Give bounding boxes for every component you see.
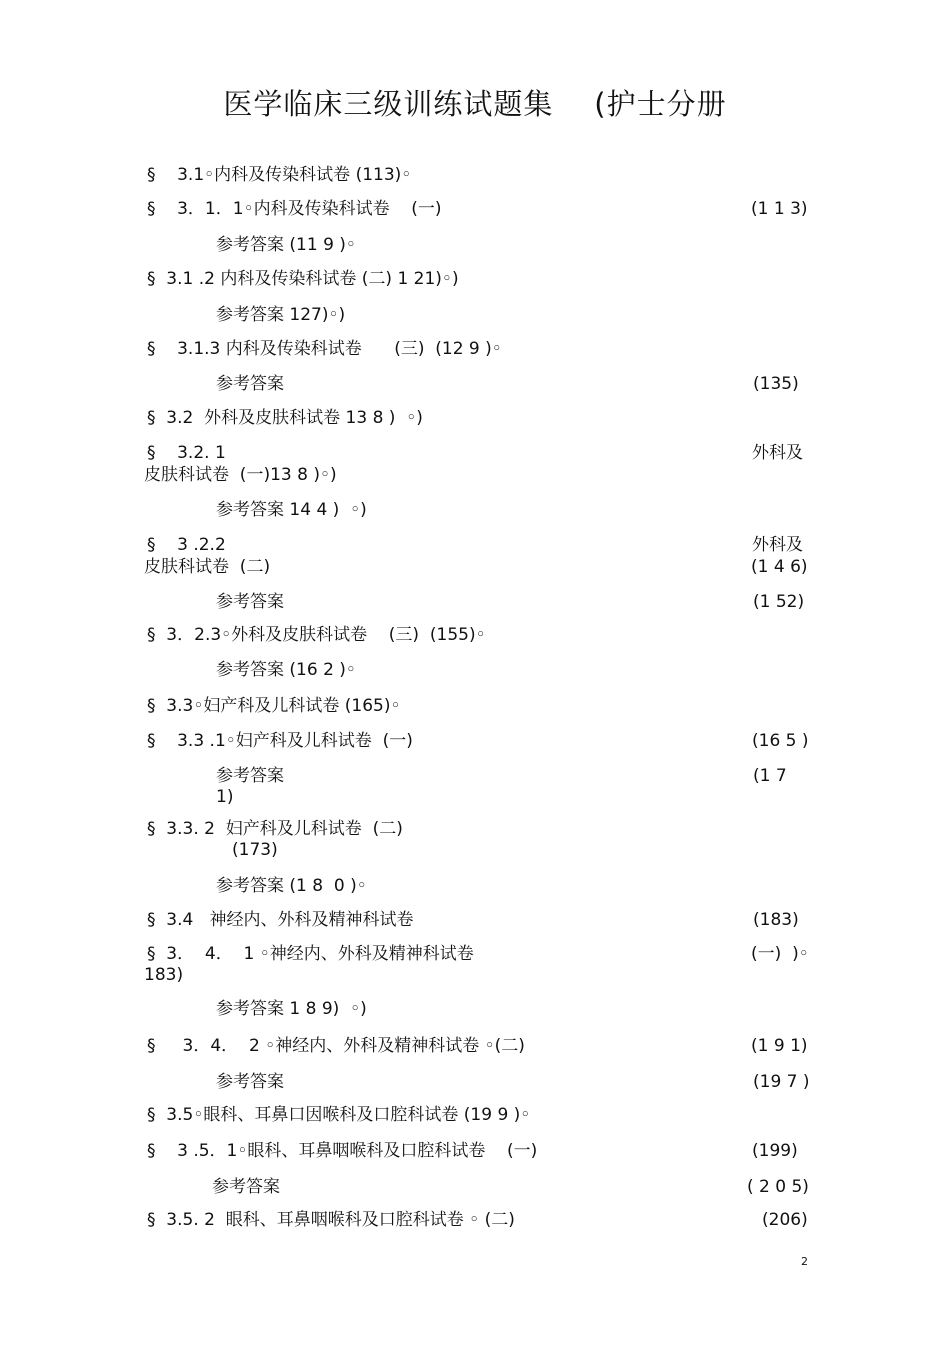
toc-entry: § 3.1.3 内科及传染科试卷 (三) (12 9 )◦ [147, 339, 502, 359]
toc-page-ref: 183) [144, 965, 184, 985]
toc-entry: § 3．2.3◦外科及皮肤科试卷 (三) (155)◦ [147, 625, 486, 645]
toc-entry: § 3.4 神经内、外科及精神科试卷 [147, 910, 414, 930]
toc-page-ref: ( 2 0 5) [747, 1177, 809, 1197]
toc-entry: § 3.3. 2 妇产科及儿科试卷 (二) [147, 819, 403, 839]
toc-entry: § 3.1 .2 内科及传染科试卷 (二) 1 21)◦) [147, 269, 459, 289]
toc-entry: 参考答案 [216, 592, 284, 612]
toc-page-ref: (16 5 ) [752, 731, 809, 751]
toc-entry-continued: 外科及 [752, 535, 803, 555]
toc-entry: § 3．1．1◦内科及传染科试卷 (一) [147, 199, 442, 219]
toc-entry: § 3.2 外科及皮肤科试卷 13 8 ) ◦) [147, 408, 423, 428]
toc-entry: 参考答案 14 4 ) ◦) [216, 500, 367, 520]
toc-entry: § 3.3 .1◦妇产科及儿科试卷 (一) [147, 731, 413, 751]
toc-entry: § 3.3◦妇产科及儿科试卷 (165)◦ [147, 696, 401, 716]
toc-page-ref: (199) [752, 1141, 798, 1161]
toc-entry: 参考答案 (16 2 )◦ [216, 660, 356, 680]
toc-entry: § 3.5◦眼科、耳鼻口因喉科及口腔科试卷 (19 9 )◦ [147, 1105, 531, 1125]
toc-entry: § 3 .2.2 [147, 535, 226, 555]
toc-entry: § 3． 4． 1 ◦神经内、外科及精神科试卷 [147, 944, 474, 964]
toc-entry-continued: (一) )◦ [751, 944, 809, 964]
toc-entry: 参考答案 [216, 374, 284, 394]
toc-entry: § 3．4． 2 ◦神经内、外科及精神科试卷 ◦(二) [147, 1036, 525, 1056]
page-number: 2 [801, 1255, 808, 1268]
toc-entry: 参考答案 127)◦) [216, 305, 346, 325]
toc-entry: § 3.1◦内科及传染科试卷 (113)◦ [147, 165, 412, 185]
document-title: 医学临床三级训练试题集 (护士分册 [223, 87, 727, 121]
toc-page-ref: (206) [762, 1210, 808, 1230]
toc-entry-continued: 皮肤科试卷 (一)13 8 )◦) [144, 465, 337, 485]
toc-entry: 参考答案 1 8 9) ◦) [216, 999, 367, 1019]
toc-page-ref: (1 52) [753, 592, 805, 612]
toc-page-ref: (183) [753, 910, 799, 930]
toc-page-ref: (1 9 1) [751, 1036, 808, 1056]
toc-page-ref: (135) [753, 374, 799, 394]
toc-entry-continued: 外科及 [752, 443, 803, 463]
toc-entry: 参考答案 [216, 766, 284, 786]
toc-page-ref: (19 7 ) [753, 1072, 810, 1092]
toc-page-ref: (1 7 [753, 766, 787, 786]
toc-page-ref: (1 4 6) [751, 557, 808, 577]
toc-entry: 参考答案 [212, 1177, 280, 1197]
toc-entry-continued: 皮肤科试卷 (二) [144, 557, 271, 577]
toc-entry: 参考答案 [216, 1072, 284, 1092]
toc-page-ref: (173) [232, 840, 278, 860]
toc-entry: 参考答案 (1 8 0 )◦ [216, 876, 367, 896]
toc-page-ref: 1) [216, 787, 234, 807]
toc-entry: § 3.2. 1 [147, 443, 226, 463]
toc-entry: § 3 .5．1◦眼科、耳鼻咽喉科及口腔科试卷 (一) [147, 1141, 538, 1161]
toc-page-ref: (1 1 3) [751, 199, 808, 219]
toc-entry: 参考答案 (11 9 )◦ [216, 235, 356, 255]
toc-entry: § 3.5. 2 眼科、耳鼻咽喉科及口腔科试卷 ◦ (二) [147, 1210, 515, 1230]
